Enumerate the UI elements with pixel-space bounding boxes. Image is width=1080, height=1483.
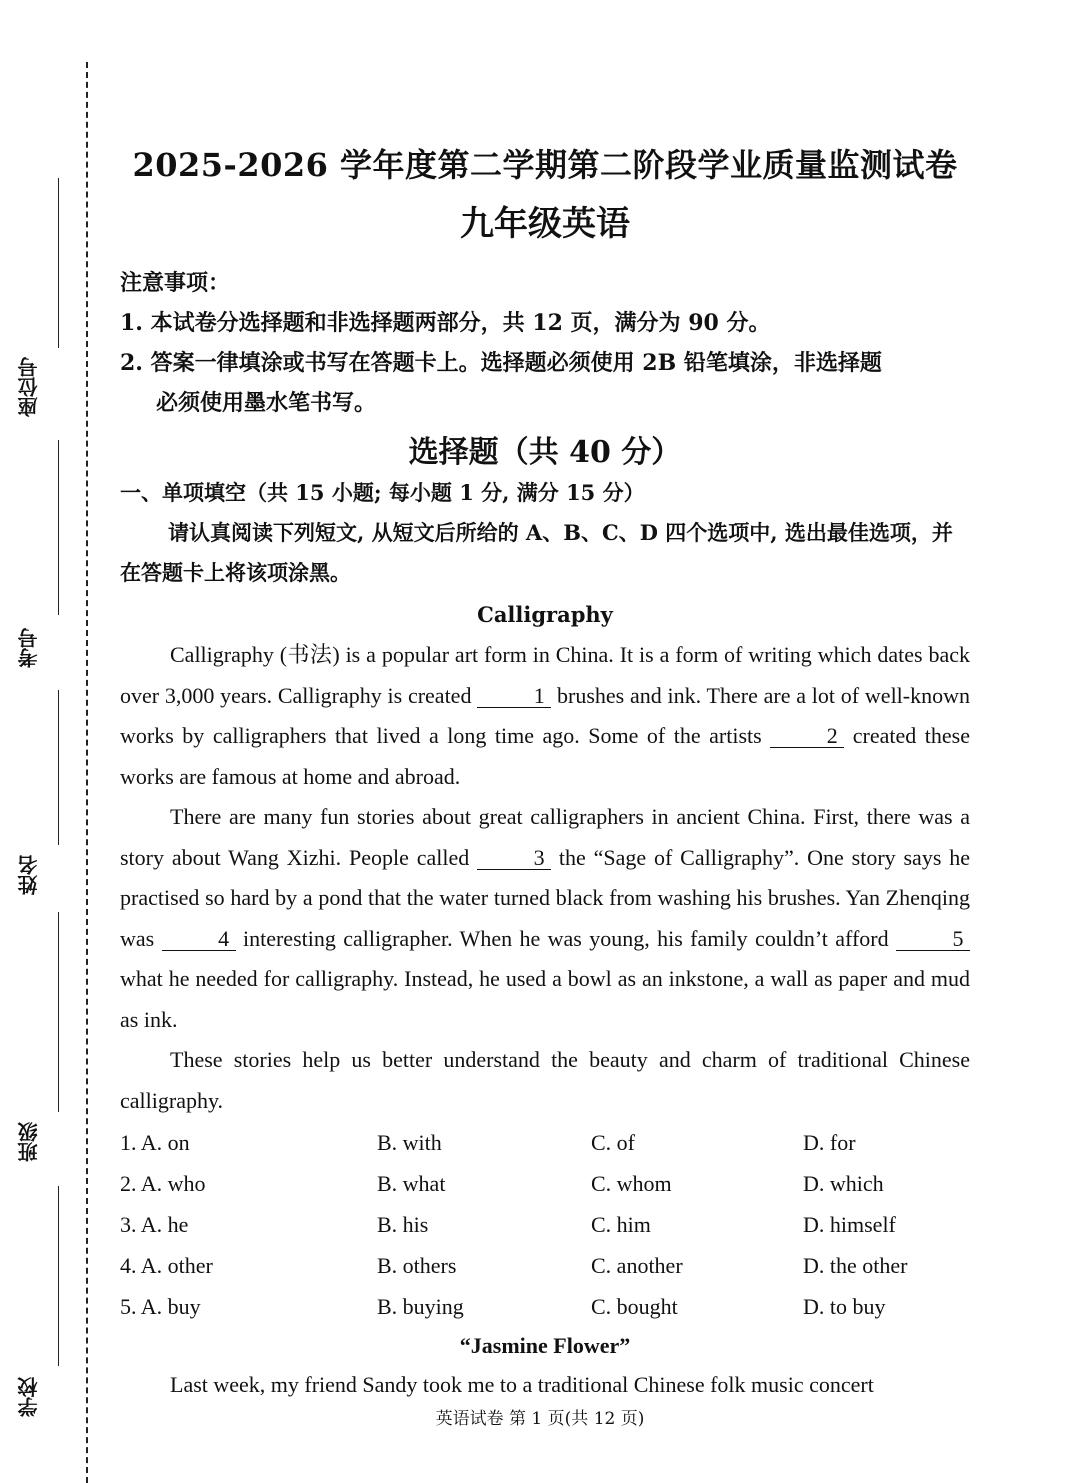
name-rule bbox=[58, 690, 59, 845]
paragraph-text: There are many fun stories about great calligraphers in ancient China. First, there was a story about Wang Xizhi. People called bbox=[120, 804, 970, 870]
exam-page bbox=[120, 140, 970, 1405]
option-row-4 bbox=[120, 1245, 970, 1286]
option-row-1 bbox=[120, 1123, 970, 1164]
paragraph-text: interesting calligrapher. When he was young, his family couldn’t afford bbox=[235, 925, 896, 951]
option-b[interactable]: B. his bbox=[377, 1211, 429, 1237]
notes-item-1: 1. 本试卷分选择题和非选择题两部分，共 12 页，满分为 90 分。 bbox=[120, 310, 771, 336]
notes-item-2-cont: 必须使用墨水笔书写。 bbox=[156, 390, 377, 416]
school-label: 学校 bbox=[17, 1377, 41, 1417]
answer-options bbox=[120, 1123, 970, 1327]
option-row-2 bbox=[120, 1164, 970, 1205]
exam-title: 2025-2026 学年度第二学期第二阶段学业质量监测试卷 bbox=[132, 146, 958, 184]
passage-paragraph bbox=[120, 635, 970, 797]
passage-paragraph bbox=[120, 797, 970, 1040]
seat-number-label: 座位号 bbox=[17, 357, 41, 417]
option-a[interactable]: 1. A. on bbox=[120, 1130, 190, 1156]
blank-2: 2 bbox=[770, 725, 844, 748]
option-c[interactable]: C. him bbox=[591, 1211, 651, 1237]
option-c[interactable]: C. bought bbox=[591, 1293, 678, 1319]
section-title: 选择题（共 40 分） bbox=[408, 435, 682, 470]
option-a[interactable]: 4. A. other bbox=[120, 1252, 213, 1278]
exam-subtitle: 九年级英语 bbox=[460, 204, 630, 244]
option-b[interactable]: B. buying bbox=[377, 1293, 464, 1319]
paragraph-text: Calligraphy (书法) is a popular art form in China. It is a form of writing which dates back over 3,000 years. Calligraphy is created bbox=[120, 642, 970, 708]
name-field[interactable] bbox=[14, 690, 58, 905]
option-c[interactable]: C. another bbox=[591, 1252, 683, 1278]
page-footer: 英语试卷 第 1 页(共 12 页) bbox=[435, 1409, 645, 1429]
option-b[interactable]: B. what bbox=[377, 1171, 446, 1197]
passage-title: Calligraphy bbox=[477, 602, 613, 627]
notes-block bbox=[120, 263, 970, 423]
notes-heading: 注意事项： bbox=[120, 270, 231, 296]
blank-5: 5 bbox=[896, 928, 970, 951]
notes-item-2: 2. 答案一律填涂或书写在答题卡上。选择题必须使用 2B 铅笔填涂，非选择题 bbox=[120, 350, 882, 376]
binding-margin bbox=[0, 0, 100, 1483]
option-a[interactable]: 5. A. buy bbox=[120, 1293, 201, 1319]
option-d[interactable]: D. to buy bbox=[803, 1293, 886, 1319]
option-row-3 bbox=[120, 1205, 970, 1246]
exam-number-label: 考号 bbox=[17, 628, 41, 668]
option-b[interactable]: B. with bbox=[377, 1130, 442, 1156]
name-label: 姓名 bbox=[17, 855, 41, 895]
instruction-text: 请认真阅读下列短文, 从短文后所给的 A、B、C、D 四个选项中, 选出最佳选项，并在答题卡上将该项涂黑。 bbox=[120, 520, 953, 585]
option-c[interactable]: C. whom bbox=[591, 1171, 672, 1197]
paragraph-text: the “Sage of Calligraphy”. One story says he practised so hard by a pond that the water turned black from washing his brushes. Yan Zhenqing was bbox=[120, 844, 970, 951]
seat-number-rule bbox=[58, 178, 59, 348]
exam-number-rule bbox=[58, 440, 59, 615]
seat-number-field[interactable] bbox=[14, 178, 58, 423]
school-rule bbox=[58, 1186, 59, 1366]
option-row-5 bbox=[120, 1286, 970, 1327]
class-label: 班级 bbox=[17, 1122, 41, 1162]
part-heading: 一、单项填空（共 15 小题; 每小题 1 分, 满分 15 分） bbox=[120, 480, 645, 505]
option-d[interactable]: D. for bbox=[803, 1130, 856, 1156]
passage-2-title: “Jasmine Flower” bbox=[459, 1332, 631, 1358]
option-c[interactable]: C. of bbox=[591, 1130, 635, 1156]
paragraph-text: what he needed for calligraphy. Instead, he used a bowl as an inkstone, a wall as paper and mud as ink. bbox=[120, 966, 970, 1032]
blank-4: 4 bbox=[162, 928, 236, 951]
class-field[interactable] bbox=[14, 912, 58, 1172]
option-a[interactable]: 3. A. he bbox=[120, 1211, 189, 1237]
paragraph-text: brushes and ink. There are a lot of well-known works by calligraphers that lived a long time ago. Some of the artists bbox=[120, 682, 971, 748]
cut-line bbox=[86, 62, 88, 1483]
option-b[interactable]: B. others bbox=[377, 1252, 457, 1278]
blank-1: 1 bbox=[477, 685, 551, 708]
option-d[interactable]: D. himself bbox=[803, 1211, 896, 1237]
option-d[interactable]: D. the other bbox=[803, 1252, 908, 1278]
option-a[interactable]: 2. A. who bbox=[120, 1171, 206, 1197]
school-field[interactable] bbox=[14, 1186, 58, 1426]
paragraph-text: created these works are famous at home and abroad. bbox=[120, 723, 970, 789]
passage-2-first-line: Last week, my friend Sandy took me to a traditional Chinese folk music concert bbox=[170, 1371, 874, 1397]
blank-3: 3 bbox=[477, 847, 551, 870]
class-rule bbox=[58, 912, 59, 1112]
passage-paragraph: These stories help us better understand the beauty and charm of traditional Chinese calligraphy. bbox=[120, 1047, 970, 1113]
exam-number-field[interactable] bbox=[14, 440, 58, 680]
option-d[interactable]: D. which bbox=[803, 1171, 884, 1197]
